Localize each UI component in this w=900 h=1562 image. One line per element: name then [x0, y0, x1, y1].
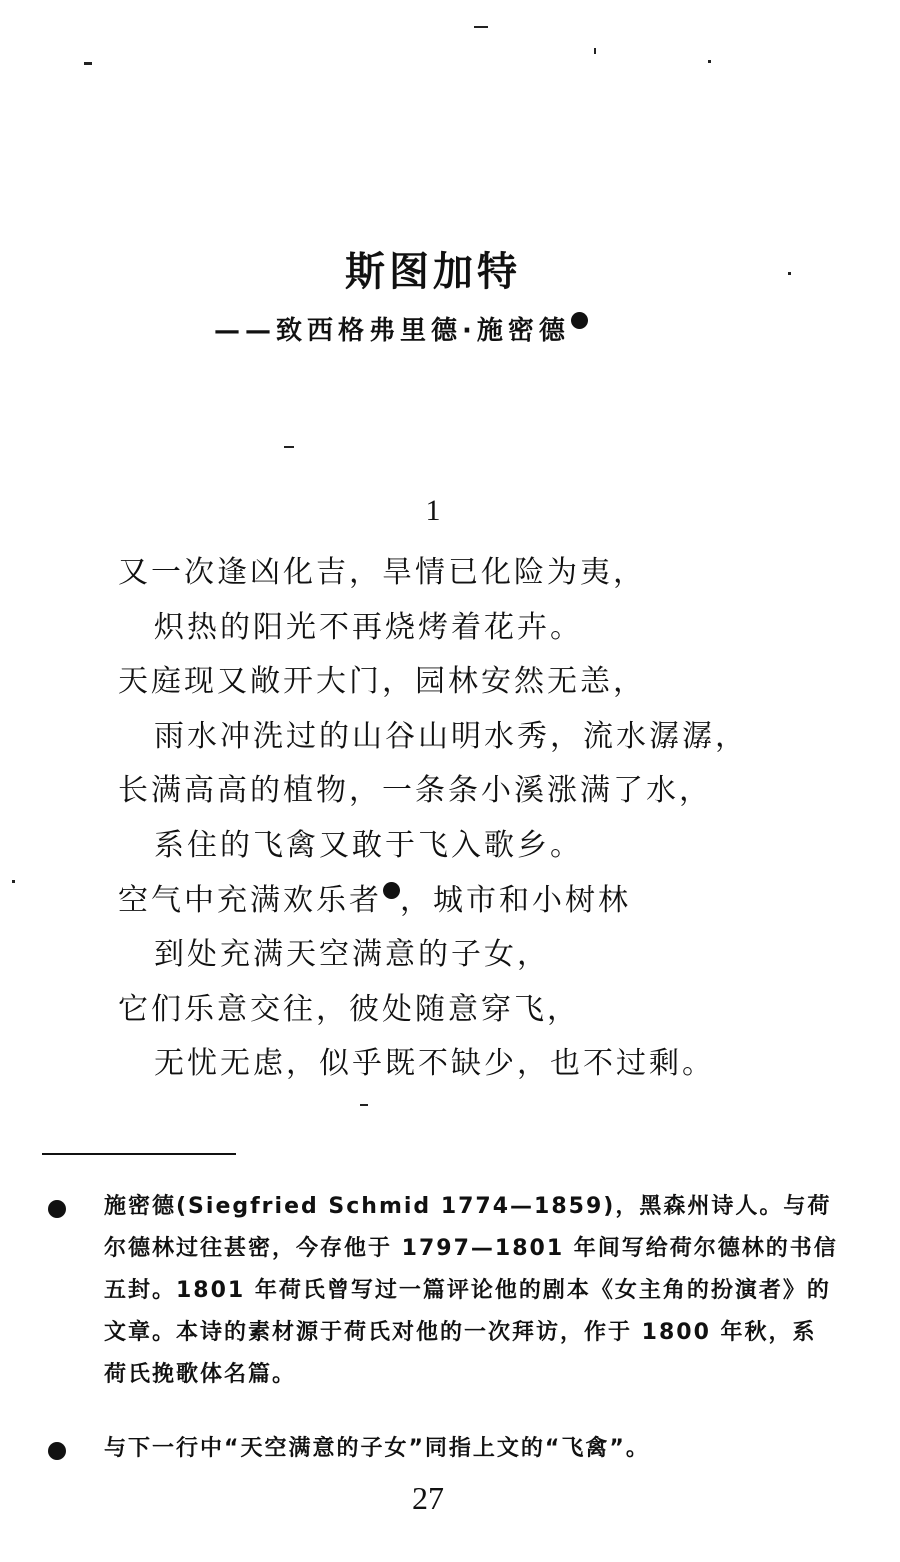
dedication-text: ——致西格弗里德·施密德	[214, 316, 570, 346]
poem-title: 斯图加特	[345, 249, 521, 295]
scan-speck	[360, 1104, 368, 1106]
scan-speck	[474, 26, 488, 28]
footnote-marker	[48, 1200, 66, 1218]
scan-speck	[708, 60, 711, 63]
poem-line: 雨水冲洗过的山谷山明水秀，流水潺潺，	[154, 718, 748, 754]
poem-line: 炽热的阳光不再烧烤着花卉。	[154, 609, 583, 645]
footnote-divider	[42, 1153, 236, 1155]
footnote-1	[48, 1186, 838, 1396]
footnote-ref-1	[571, 312, 588, 329]
poem-line: 天庭现又敞开大门，园林安然无恙，	[118, 664, 646, 700]
scan-speck	[284, 446, 294, 448]
footnote-text: 施密德(Siegfried Schmid 1774—1859)，黑森州诗人。与荷尔德林过往甚密，今存他于 1797—1801 年间写给荷尔德林的书信五封。1801 年荷氏曾写过一篇评论他的剧本《女主角的扮演者》的文章。本诗的素材源于荷氏对他的一次拜访，作于 1800 年秋，系荷氏挽歌体名篇。	[104, 1194, 838, 1387]
poem-line: 它们乐意交往，彼处随意穿飞，	[118, 991, 580, 1027]
footnote-ref-2	[383, 882, 400, 899]
poem-line-part: 空气中充满欢乐者	[118, 882, 382, 918]
footnote-text: 与下一行中“天空满意的子女”同指上文的“飞禽”。	[104, 1436, 650, 1461]
page-number: 27	[412, 1480, 444, 1516]
poem-line	[118, 874, 838, 929]
poem-dedication	[214, 310, 588, 347]
scan-speck	[84, 62, 92, 65]
poem-line-part: ，城市和小树林	[400, 882, 631, 918]
poem-line: 到处充满天空满意的子女，	[154, 937, 550, 973]
poem-body	[118, 546, 838, 1092]
footnote-2	[48, 1428, 838, 1470]
poem-line: 无忧无虑，似乎既不缺少，也不过剩。	[154, 1046, 715, 1082]
scan-speck	[12, 880, 15, 883]
footnote-marker	[48, 1442, 66, 1460]
scan-speck	[594, 48, 596, 54]
poem-line: 又一次逢凶化吉，旱情已化险为夷，	[118, 555, 646, 590]
poem-line: 长满高高的植物，一条条小溪涨满了水，	[118, 773, 712, 809]
poem-line: 系住的飞禽又敢于飞入歌乡。	[154, 827, 583, 863]
section-number: 1	[425, 494, 441, 527]
